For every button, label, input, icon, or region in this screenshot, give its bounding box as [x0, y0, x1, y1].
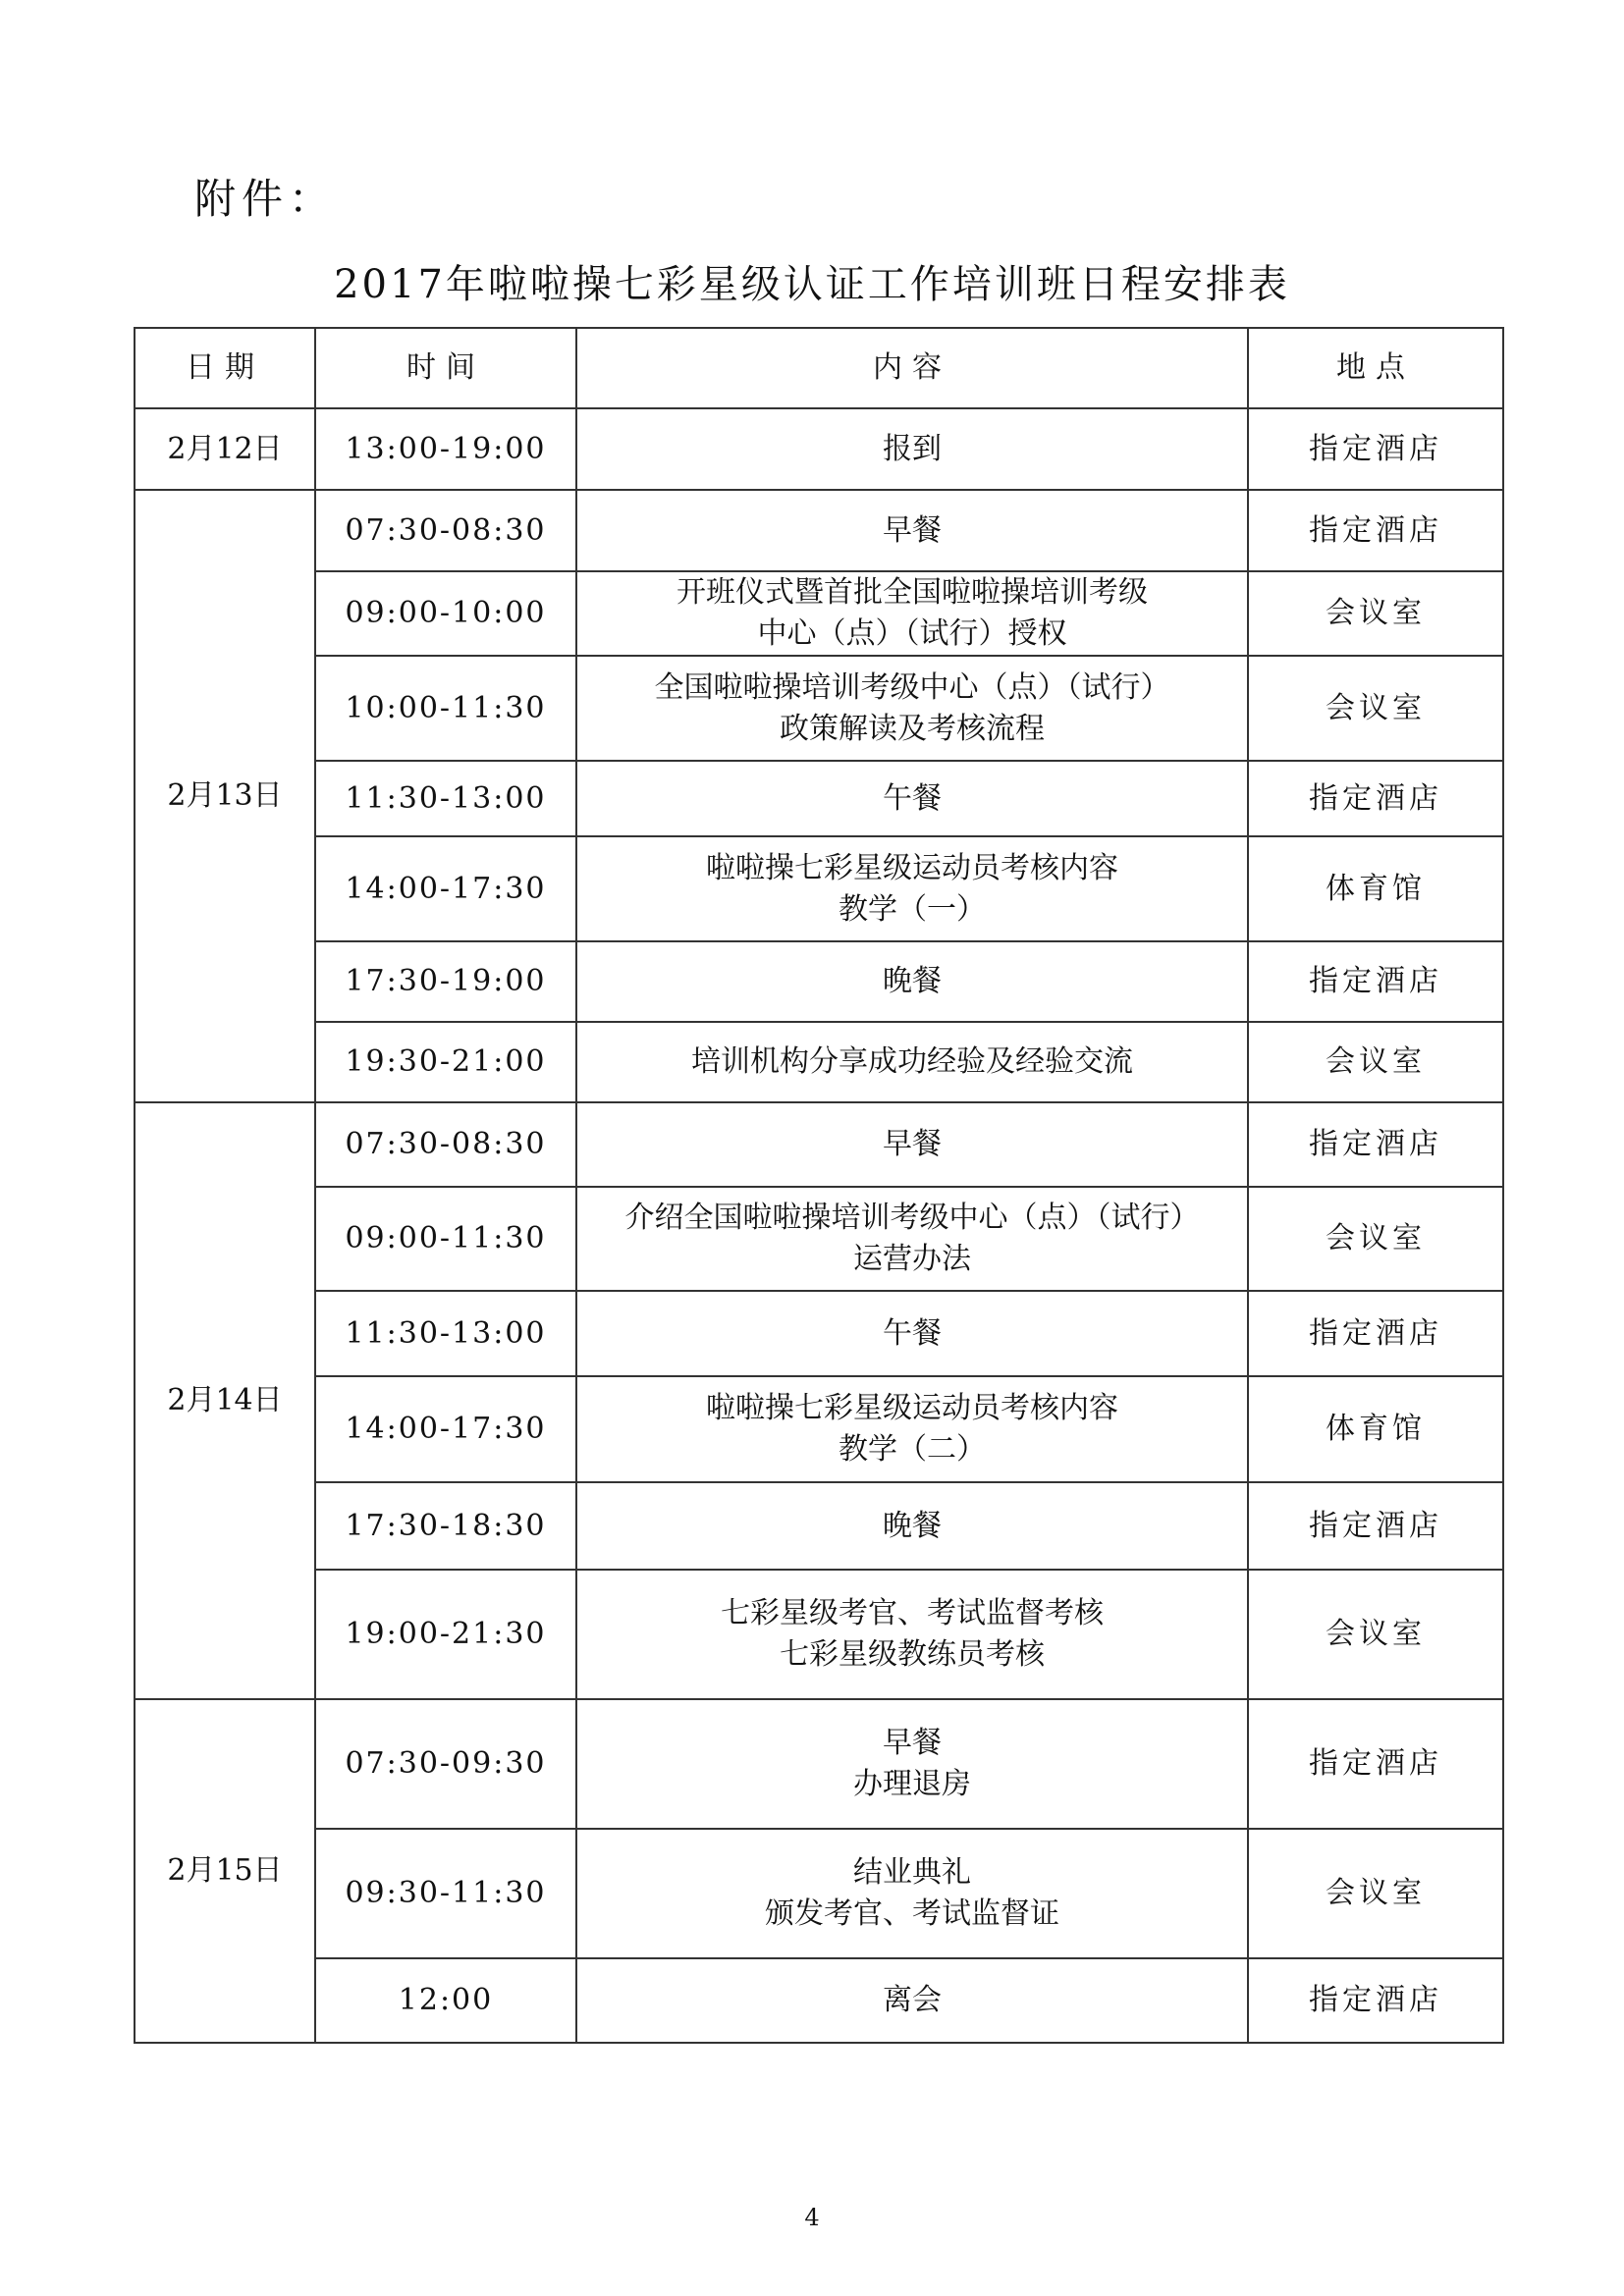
table-row: [135, 490, 1503, 571]
location-cell: 指定酒店: [1248, 1291, 1503, 1376]
content-line: 教学（二）: [839, 1432, 986, 1467]
content-line: 颁发考官、考试监督证: [765, 1896, 1059, 1931]
content-line: 啦啦操七彩星级运动员考核内容: [706, 850, 1118, 885]
location-cell: 会议室: [1248, 571, 1503, 656]
header-time: 时间: [315, 328, 576, 408]
document-title: 2017年啦啦操七彩星级认证工作培训班日程安排表: [334, 262, 1290, 307]
time-cell: 19:30-21:00: [315, 1022, 576, 1102]
content-line: 晚餐: [883, 1508, 942, 1543]
table-row: [135, 1102, 1503, 1187]
table-row: [135, 1570, 1503, 1699]
content-cell: [576, 1570, 1248, 1699]
content-cell: [576, 490, 1248, 571]
time-cell: 07:30-08:30: [315, 1102, 576, 1187]
location-cell: 指定酒店: [1248, 1699, 1503, 1829]
time-cell: 09:00-10:00: [315, 571, 576, 656]
content-line: 七彩星级教练员考核: [780, 1637, 1045, 1672]
content-cell: [576, 571, 1248, 656]
table-row: [135, 1829, 1503, 1958]
content-cell: [576, 1699, 1248, 1829]
header-date: 日期: [135, 328, 315, 408]
date-cell: 2月15日: [135, 1699, 315, 2043]
table-header-row: [135, 328, 1503, 408]
content-line: 中心（点）（试行）授权: [757, 616, 1067, 651]
table-row: [135, 1699, 1503, 1829]
content-cell: [576, 941, 1248, 1022]
location-cell: 会议室: [1248, 1829, 1503, 1958]
table-row: [135, 1291, 1503, 1376]
attachment-label: 附件：: [194, 175, 337, 223]
table-row: [135, 571, 1503, 656]
header-content: 内容: [576, 328, 1248, 408]
table-row: [135, 1187, 1503, 1291]
content-line: 早餐: [883, 1127, 942, 1161]
location-cell: 会议室: [1248, 1187, 1503, 1291]
location-cell: 会议室: [1248, 1570, 1503, 1699]
content-cell: [576, 1291, 1248, 1376]
content-line: 午餐: [883, 1315, 942, 1351]
content-line: 教学（一）: [839, 891, 986, 927]
content-line: 晚餐: [883, 964, 942, 998]
location-cell: 指定酒店: [1248, 1482, 1503, 1570]
content-cell: [576, 1022, 1248, 1102]
content-cell: [576, 1482, 1248, 1570]
time-cell: 07:30-09:30: [315, 1699, 576, 1829]
header-location: 地点: [1248, 328, 1503, 408]
location-cell: 指定酒店: [1248, 1958, 1503, 2043]
content-cell: [576, 761, 1248, 836]
table-row: [135, 408, 1503, 490]
location-cell: 指定酒店: [1248, 408, 1503, 490]
time-cell: 17:30-18:30: [315, 1482, 576, 1570]
content-line: 报到: [883, 431, 942, 466]
content-line: 政策解读及考核流程: [780, 711, 1045, 746]
table-row: [135, 761, 1503, 836]
content-line: 办理退房: [853, 1767, 971, 1801]
table-row: [135, 1376, 1503, 1482]
content-cell: [576, 1376, 1248, 1482]
time-cell: 11:30-13:00: [315, 1291, 576, 1376]
time-cell: 11:30-13:00: [315, 761, 576, 836]
table-row: [135, 1482, 1503, 1570]
time-cell: 09:30-11:30: [315, 1829, 576, 1958]
location-cell: 会议室: [1248, 656, 1503, 761]
table-row: [135, 656, 1503, 761]
page-number: 4: [804, 2204, 820, 2231]
table-row: [135, 941, 1503, 1022]
time-cell: 14:00-17:30: [315, 836, 576, 941]
time-cell: 13:00-19:00: [315, 408, 576, 490]
time-cell: 12:00: [315, 1958, 576, 2043]
content-line: 全国啦啦操培训考级中心（点）（试行）: [654, 669, 1170, 705]
schedule-table: [134, 327, 1504, 2044]
content-line: 七彩星级考官、考试监督考核: [721, 1596, 1104, 1630]
content-line: 午餐: [883, 780, 942, 816]
content-line: 开班仪式暨首批全国啦啦操培训考级: [677, 575, 1148, 610]
time-cell: 19:00-21:30: [315, 1570, 576, 1699]
location-cell: 指定酒店: [1248, 490, 1503, 571]
content-line: 培训机构分享成功经验及经验交流: [691, 1044, 1133, 1079]
location-cell: 体育馆: [1248, 836, 1503, 941]
content-cell: [576, 1829, 1248, 1958]
date-cell: 2月14日: [135, 1102, 315, 1699]
time-cell: 09:00-11:30: [315, 1187, 576, 1291]
content-line: 介绍全国啦啦操培训考级中心（点）（试行）: [624, 1201, 1200, 1235]
content-cell: [576, 1187, 1248, 1291]
content-line: 早餐: [883, 1726, 942, 1760]
date-cell: 2月13日: [135, 490, 315, 1102]
location-cell: 会议室: [1248, 1022, 1503, 1102]
time-cell: 14:00-17:30: [315, 1376, 576, 1482]
content-line: 结业典礼: [853, 1855, 971, 1890]
content-line: 离会: [883, 1983, 942, 2017]
location-cell: 指定酒店: [1248, 941, 1503, 1022]
date-cell: 2月12日: [135, 408, 315, 490]
content-cell: [576, 1958, 1248, 2043]
content-line: 啦啦操七彩星级运动员考核内容: [706, 1391, 1118, 1425]
content-cell: [576, 408, 1248, 490]
content-line: 早餐: [883, 512, 942, 548]
time-cell: 10:00-11:30: [315, 656, 576, 761]
time-cell: 07:30-08:30: [315, 490, 576, 571]
table-row: [135, 836, 1503, 941]
location-cell: 指定酒店: [1248, 1102, 1503, 1187]
table-row: [135, 1958, 1503, 2043]
content-line: 运营办法: [853, 1242, 971, 1276]
content-cell: [576, 1102, 1248, 1187]
content-cell: [576, 836, 1248, 941]
table-row: [135, 1022, 1503, 1102]
time-cell: 17:30-19:00: [315, 941, 576, 1022]
content-cell: [576, 656, 1248, 761]
location-cell: 指定酒店: [1248, 761, 1503, 836]
schedule-body: [135, 408, 1503, 2043]
location-cell: 体育馆: [1248, 1376, 1503, 1482]
